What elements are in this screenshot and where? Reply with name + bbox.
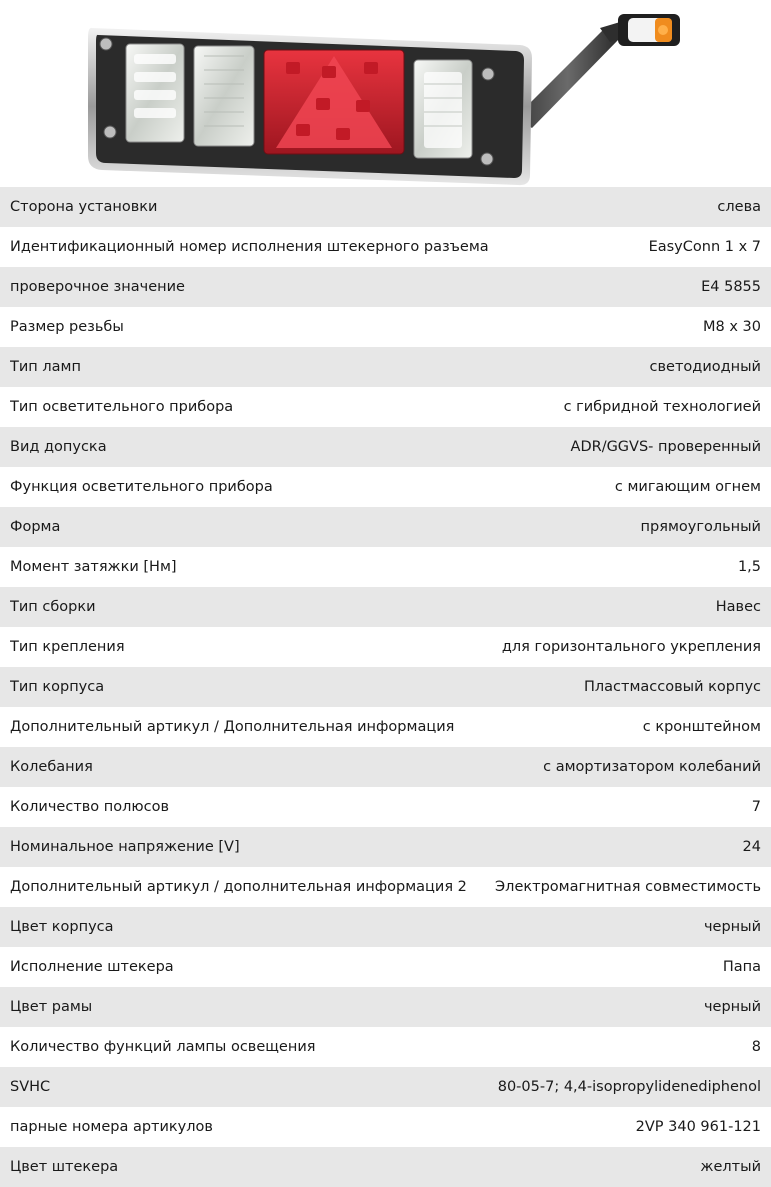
spec-row: [0, 1147, 771, 1187]
spec-value: Электромагнитная совместимость: [495, 879, 761, 895]
spec-label: Количество функций лампы освещения: [10, 1039, 316, 1055]
spec-value: 24: [742, 839, 761, 855]
spec-value: желтый: [700, 1159, 761, 1175]
spec-label: Вид допуска: [10, 439, 107, 455]
spec-value: для горизонтального укрепления: [501, 639, 761, 655]
spec-value: черный: [703, 919, 761, 935]
spec-value: с кронштейном: [642, 719, 761, 735]
spec-row: [0, 787, 771, 827]
spec-value: 8: [751, 1039, 761, 1055]
spec-label: Дополнительный артикул / Дополнительная информация: [10, 719, 455, 735]
spec-row: [0, 427, 771, 467]
lens-reverse-left: [126, 44, 184, 142]
spec-row: [0, 547, 771, 587]
spec-row: [0, 267, 771, 307]
spec-label: Количество полюсов: [10, 799, 170, 815]
spec-row: [0, 667, 771, 707]
spec-label: Момент затяжки [Нм]: [10, 559, 177, 575]
spec-value: ADR/GGVS- проверенный: [570, 439, 761, 455]
spec-label: Тип осветительного прибора: [10, 399, 234, 415]
spec-value: Папа: [722, 959, 761, 975]
lens-tail-brake: [264, 50, 404, 154]
spec-value: M8 x 30: [703, 319, 761, 335]
rear-combination-lamp-image: [0, 0, 771, 187]
spec-value: 2VP 340 961-121: [635, 1119, 761, 1135]
spec-row: [0, 1067, 771, 1107]
spec-row: [0, 947, 771, 987]
spec-row: [0, 867, 771, 907]
spec-row: [0, 467, 771, 507]
spec-label: Форма: [10, 519, 61, 535]
spec-label: парные номера артикулов: [10, 1119, 213, 1135]
spec-value: с гибридной технологией: [563, 399, 761, 415]
spec-label: Цвет рамы: [10, 999, 93, 1015]
spec-label: Тип крепления: [10, 639, 125, 655]
spec-value: с мигающим огнем: [614, 479, 761, 495]
spec-row: [0, 747, 771, 787]
spec-row: [0, 1027, 771, 1067]
spec-label: Тип корпуса: [10, 679, 105, 695]
spec-label: Дополнительный артикул / дополнительная информация 2: [10, 879, 467, 895]
spec-value: 7: [751, 799, 761, 815]
spec-row: [0, 587, 771, 627]
spec-label: проверочное значение: [10, 279, 185, 295]
spec-label: Номинальное напряжение [V]: [10, 839, 240, 855]
spec-label: Цвет штекера: [10, 1159, 119, 1175]
spec-value: 80-05-7; 4,4-isopropylidenediphenol: [497, 1079, 761, 1095]
spec-row: [0, 507, 771, 547]
spec-row: [0, 987, 771, 1027]
spec-row: [0, 227, 771, 267]
spec-value: с амортизатором колебаний: [543, 759, 761, 775]
spec-value: прямоугольный: [640, 519, 761, 535]
spec-value: черный: [703, 999, 761, 1015]
spec-label: Идентификационный номер исполнения штекерного разъема: [10, 239, 489, 255]
spec-table: [0, 187, 771, 1187]
spec-label: SVHC: [10, 1079, 51, 1095]
spec-value: слева: [717, 199, 761, 215]
spec-label: Колебания: [10, 759, 93, 775]
spec-label: Исполнение штекера: [10, 959, 174, 975]
spec-row: [0, 187, 771, 227]
spec-row: [0, 627, 771, 667]
lens-reverse-right: [414, 60, 472, 158]
spec-row: [0, 347, 771, 387]
spec-label: Цвет корпуса: [10, 919, 114, 935]
spec-row: [0, 707, 771, 747]
spec-row: [0, 907, 771, 947]
spec-value: EasyConn 1 x 7: [648, 239, 761, 255]
lens-indicator: [194, 46, 254, 146]
spec-row: [0, 1107, 771, 1147]
spec-label: Сторона установки: [10, 199, 158, 215]
spec-value: Навес: [715, 599, 761, 615]
spec-value: 1,5: [737, 559, 761, 575]
spec-label: Тип сборки: [10, 599, 96, 615]
spec-row: [0, 307, 771, 347]
spec-row: [0, 387, 771, 427]
spec-label: Функция осветительного прибора: [10, 479, 273, 495]
spec-row: [0, 827, 771, 867]
spec-label: Размер резьбы: [10, 319, 124, 335]
bracket-arm: [515, 14, 680, 128]
lamp-illustration: [0, 0, 771, 187]
spec-value: Пластмассовый корпус: [583, 679, 761, 695]
spec-value: E4 5855: [701, 279, 761, 295]
spec-value: светодиодный: [649, 359, 761, 375]
spec-label: Тип ламп: [10, 359, 81, 375]
